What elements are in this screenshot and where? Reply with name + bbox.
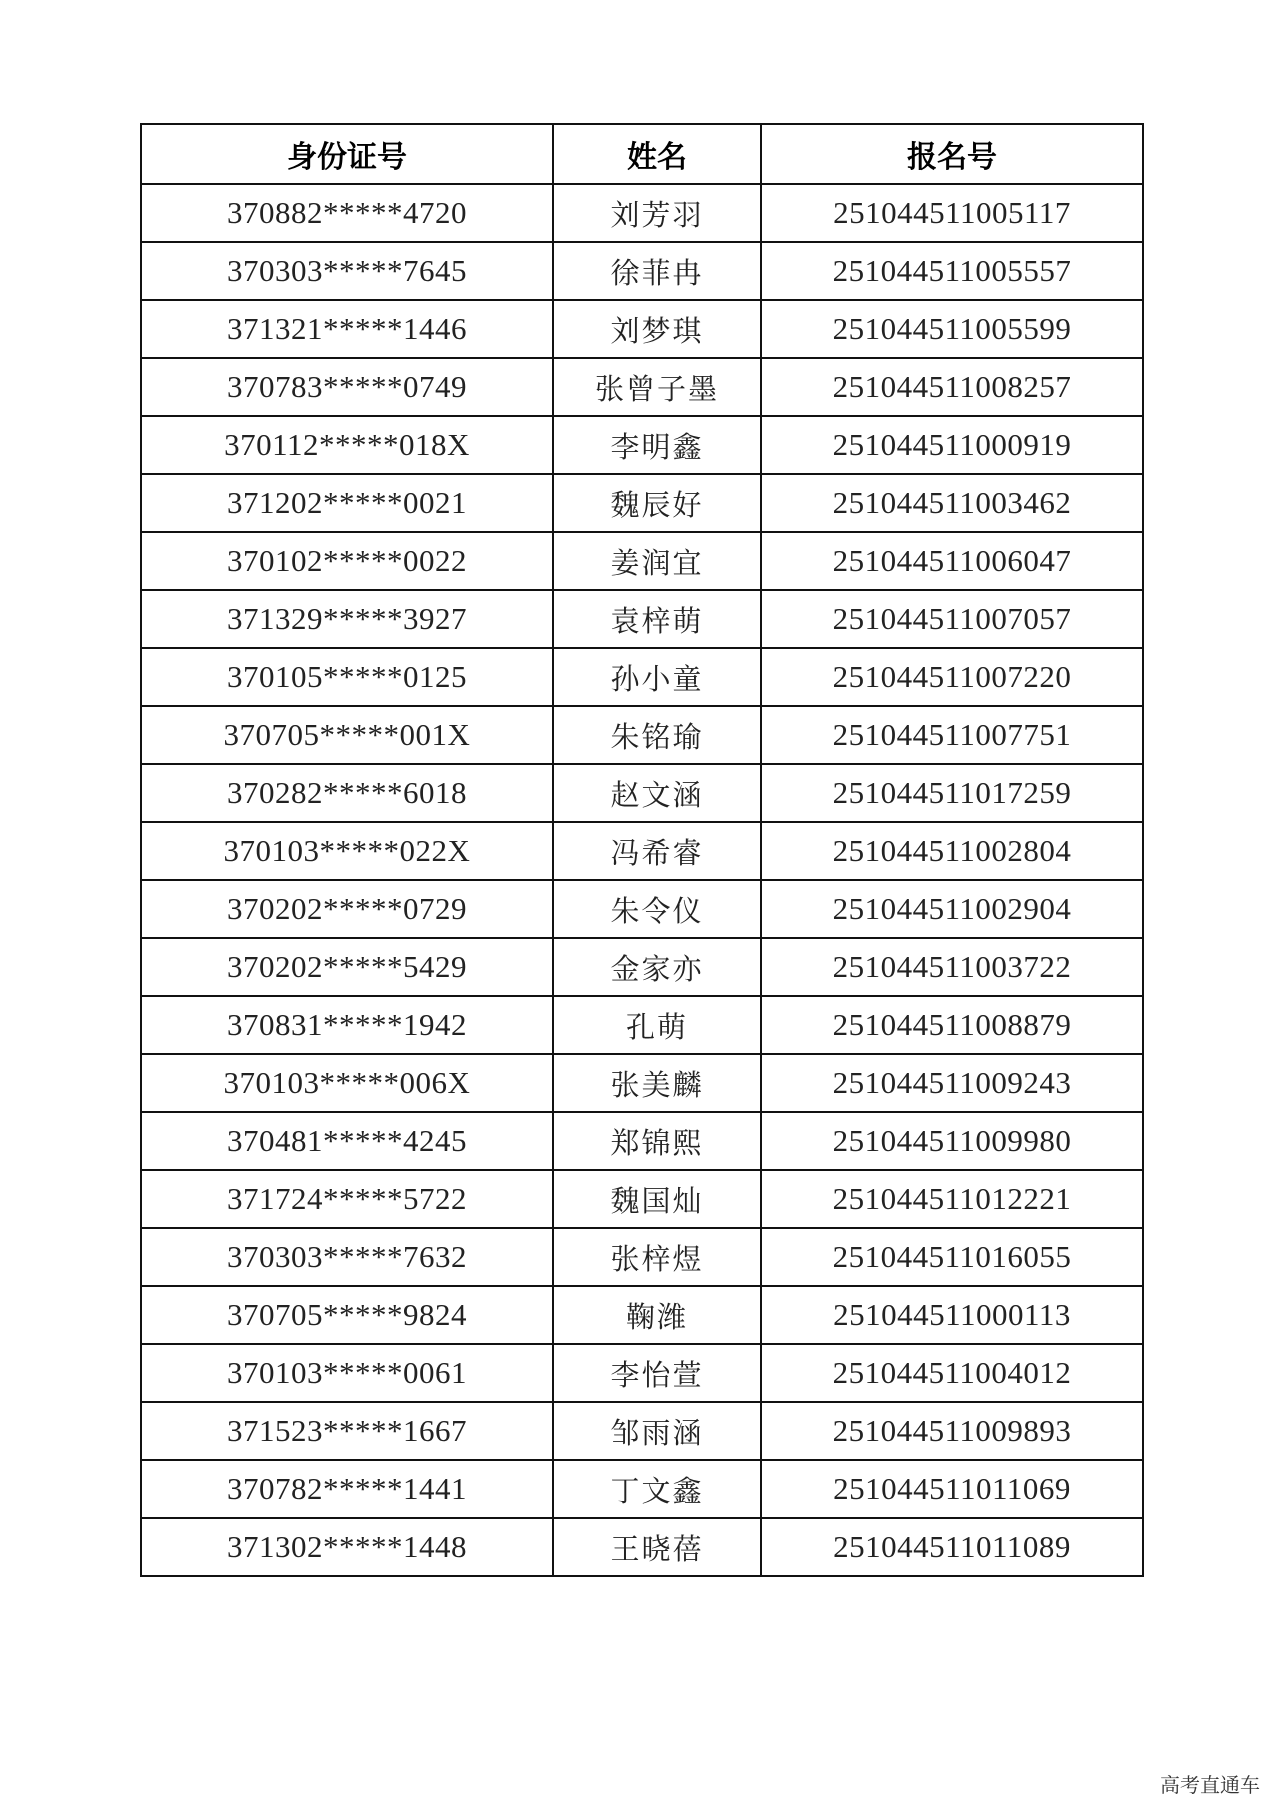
table-row [141,300,1143,358]
watermark-text: 高考直通车 [1160,1773,1260,1797]
id-number-cell: 370103*****0061 [141,1344,553,1402]
name-cell: 孔萌 [553,996,761,1054]
name-cell: 姜润宜 [553,532,761,590]
header-name: 姓名 [553,124,761,184]
name-cell: 刘芳羽 [553,184,761,242]
table-row [141,532,1143,590]
table-row [141,996,1143,1054]
table-row [141,1402,1143,1460]
registration-number-cell: 251044511009893 [761,1402,1143,1460]
id-number-cell: 370202*****5429 [141,938,553,996]
registration-number-cell: 251044511003722 [761,938,1143,996]
id-number-cell: 370202*****0729 [141,880,553,938]
table-row [141,416,1143,474]
name-cell: 张梓煜 [553,1228,761,1286]
name-cell: 朱令仪 [553,880,761,938]
registration-number-cell: 251044511009243 [761,1054,1143,1112]
registration-number-cell: 251044511005599 [761,300,1143,358]
name-cell: 郑锦熙 [553,1112,761,1170]
id-number-cell: 371724*****5722 [141,1170,553,1228]
table-row [141,822,1143,880]
name-cell: 袁梓萌 [553,590,761,648]
id-number-cell: 370303*****7645 [141,242,553,300]
table-row [141,1286,1143,1344]
registration-number-cell: 251044511008879 [761,996,1143,1054]
id-number-cell: 371329*****3927 [141,590,553,648]
table-row [141,474,1143,532]
name-cell: 朱铭瑜 [553,706,761,764]
registration-number-cell: 251044511012221 [761,1170,1143,1228]
registration-number-cell: 251044511000919 [761,416,1143,474]
id-number-cell: 370112*****018X [141,416,553,474]
id-number-cell: 370282*****6018 [141,764,553,822]
id-number-cell: 370831*****1942 [141,996,553,1054]
name-cell: 邹雨涵 [553,1402,761,1460]
name-cell: 李怡萱 [553,1344,761,1402]
registration-number-cell: 251044511007751 [761,706,1143,764]
id-number-cell: 370105*****0125 [141,648,553,706]
id-number-cell: 370705*****9824 [141,1286,553,1344]
registration-number-cell: 251044511006047 [761,532,1143,590]
registration-number-cell: 251044511011089 [761,1518,1143,1576]
table-row [141,938,1143,996]
name-cell: 张美麟 [553,1054,761,1112]
id-number-cell: 370103*****022X [141,822,553,880]
table-row [141,1228,1143,1286]
registration-number-cell: 251044511005557 [761,242,1143,300]
id-number-cell: 371202*****0021 [141,474,553,532]
name-cell: 李明鑫 [553,416,761,474]
id-number-cell: 370882*****4720 [141,184,553,242]
name-cell: 孙小童 [553,648,761,706]
id-number-cell: 370102*****0022 [141,532,553,590]
name-cell: 冯希睿 [553,822,761,880]
name-cell: 魏辰好 [553,474,761,532]
table-row [141,1518,1143,1576]
id-number-cell: 370303*****7632 [141,1228,553,1286]
name-cell: 金家亦 [553,938,761,996]
table-row [141,358,1143,416]
id-number-cell: 370481*****4245 [141,1112,553,1170]
id-number-cell: 371302*****1448 [141,1518,553,1576]
id-number-cell: 370103*****006X [141,1054,553,1112]
table-row [141,764,1143,822]
registration-number-cell: 251044511000113 [761,1286,1143,1344]
id-number-cell: 370782*****1441 [141,1460,553,1518]
registration-number-cell: 251044511002804 [761,822,1143,880]
name-cell: 王晓蓓 [553,1518,761,1576]
registration-number-cell: 251044511016055 [761,1228,1143,1286]
table-row [141,706,1143,764]
registration-number-cell: 251044511003462 [761,474,1143,532]
candidate-table [140,123,1144,1577]
table-row [141,184,1143,242]
table-body [141,184,1143,1576]
table-row [141,880,1143,938]
name-cell: 丁文鑫 [553,1460,761,1518]
table-header-row [141,124,1143,184]
table-row [141,590,1143,648]
registration-number-cell: 251044511017259 [761,764,1143,822]
name-cell: 鞠潍 [553,1286,761,1344]
name-cell: 徐菲冉 [553,242,761,300]
header-id-number: 身份证号 [141,124,553,184]
registration-number-cell: 251044511009980 [761,1112,1143,1170]
table-row [141,1170,1143,1228]
id-number-cell: 370783*****0749 [141,358,553,416]
table-row [141,648,1143,706]
registration-number-cell: 251044511011069 [761,1460,1143,1518]
name-cell: 张曾子墨 [553,358,761,416]
table-row [141,1344,1143,1402]
registration-number-cell: 251044511005117 [761,184,1143,242]
id-number-cell: 371523*****1667 [141,1402,553,1460]
id-number-cell: 370705*****001X [141,706,553,764]
table-row [141,1054,1143,1112]
name-cell: 刘梦琪 [553,300,761,358]
table-row [141,242,1143,300]
registration-number-cell: 251044511004012 [761,1344,1143,1402]
name-cell: 赵文涵 [553,764,761,822]
registration-number-cell: 251044511007057 [761,590,1143,648]
id-number-cell: 371321*****1446 [141,300,553,358]
registration-number-cell: 251044511007220 [761,648,1143,706]
registration-number-cell: 251044511002904 [761,880,1143,938]
table-row [141,1460,1143,1518]
table-row [141,1112,1143,1170]
registration-number-cell: 251044511008257 [761,358,1143,416]
header-registration-number: 报名号 [761,124,1143,184]
name-cell: 魏国灿 [553,1170,761,1228]
